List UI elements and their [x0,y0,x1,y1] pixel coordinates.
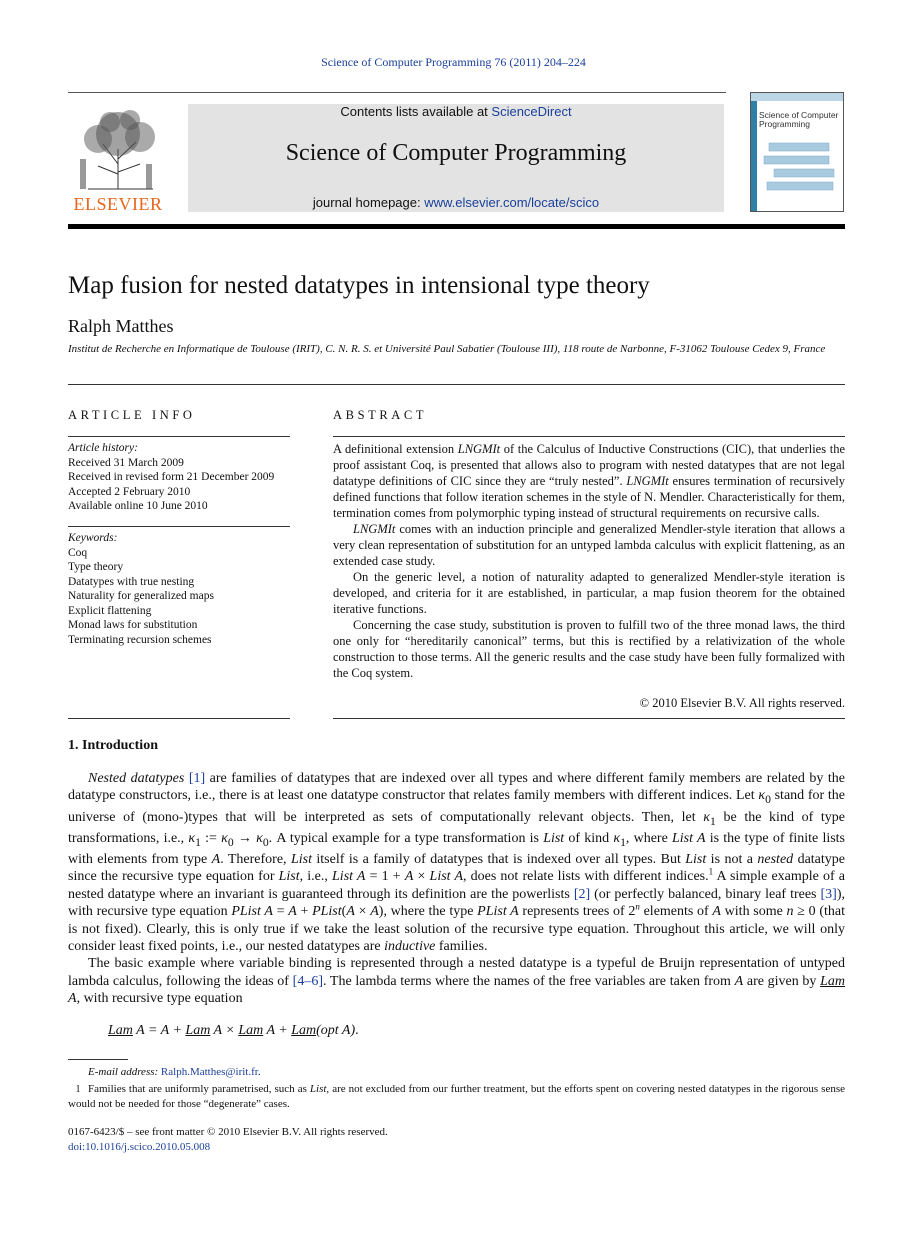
sciencedirect-link[interactable]: ScienceDirect [491,104,572,119]
header-rule [68,92,726,93]
journal-cover-thumbnail[interactable] [750,92,844,212]
cover-title: Science of Computer Programming [759,110,839,129]
footnote-rule [68,1059,128,1060]
cover-top-strip [751,93,843,101]
history-item: Accepted 2 February 2010 [68,485,191,498]
author-name: Ralph Matthes [68,316,174,336]
footnote-marker[interactable]: 1 [708,866,714,877]
keyword: Terminating recursion schemes [68,633,212,646]
abstract-paragraph: On the generic level, a notion of naturality adapted to generalized Mendler-style iteration is developed, and criteria for it are established, in particular, a map fusion theorem for the obtained iterative functions. [333,570,845,616]
article-title: Map fusion for nested datatypes in intensional type theory [68,272,650,299]
article-history [68,441,274,514]
footnote-number: 1 [75,1084,81,1095]
abstract-paragraph: LNGMIt comes with an induction principle and generalized Mendler-style iteration that allows a very clean representation of substitution for an untyped lambda calculus with explicit flattening, as an extended case study. [333,522,845,568]
abstract-copyright: © 2010 Elsevier B.V. All rights reserved. [639,696,845,710]
reference-link[interactable]: [4–6] [292,973,323,989]
keyword: Datatypes with true nesting [68,575,195,588]
elsevier-logo[interactable] [68,104,168,214]
keyword: Naturality for generalized maps [68,590,214,602]
homepage-line [188,195,724,210]
email-link[interactable]: Ralph.Matthes@irit.fr [160,1066,258,1078]
footnote-1: 1 Families that are uniformly parametrised, such as List, are not excluded from our further treatment, but the efforts spent on covering nested datatypes in the rigorous sense would not be needed for those “degenerate” cases. [68,1083,846,1110]
doi-link[interactable]: doi:10.1016/j.scico.2010.05.008 [68,1141,211,1153]
keywords-list [68,531,214,647]
abstract-paragraph: Concerning the case study, substitution is proven to fulfill two of the three monad laws, the third one only for “hereditarily canonical” terms, but this is rectified by a relativization of the whole construction to those terms. All the generic results and the case study have been fully formalized with the Coq system. [333,618,845,680]
history-item: Available online 10 June 2010 [68,500,208,512]
body-paragraph: Nested datatypes [1] are families of datatypes that are indexed over all types and where different family members are related by the datatype constructors, i.e., there is at least one datatype constructor that relates family members with different indices. Let $\kappa_0$ stand for the universe of (mono-)types that will be interpreted as sets of computationally relevant objects. Then, let $\kappa_1$ be the kind of type transformations, i.e., $\kappa_1$ := $\kappa_0 \to \kappa_0$. A typical example for a type transformation is List of kind $\kappa_1$, where List A is the type of finite lists with elements from type A. Therefore, List itself is a family of datatypes that is indexed over all types. But List is not a nested datatype since the recursive type equation for List, i.e., List A = 1 + A × List A, does not relate lists with different indices.$^1$ A simple example of a nested datatype where an invariant is guaranteed through its definition are the powerlists [2] (or perfectly balanced, binary leaf trees [3]), with recursive type equation PList A = A + PList(A × A), where the type PList A represents trees of 2$^n$ elements of A with some n ≥ 0 (that is not fixed). Clearly, this is only true if we take the least solution of the recursive type equation. Throughout this article, we will only consider least fixed points, i.e., our nested datatypes are inductive families. [68,771,846,955]
reference-link[interactable]: [1] [188,771,206,786]
journal-citation[interactable]: Science of Computer Programming 76 (2011) 204–224 [321,55,586,69]
homepage-link[interactable]: www.elsevier.com/locate/scico [424,195,600,210]
contents-line [188,104,724,119]
introduction-body [68,770,845,1008]
abstract-heading: ABSTRACT [333,408,428,422]
display-equation: Lam A = A + Lam A × Lam A + Lam(opt A). [108,1023,359,1038]
keyword: Type theory [68,561,124,573]
cover-graphic-icon [759,138,843,198]
email-footnote: E-mail address: Ralph.Matthes@irit.fr. [88,1066,261,1078]
article-info-heading: ARTICLE INFO [68,408,196,422]
cover-side-bar [751,101,757,212]
divider [333,718,845,719]
history-label: Article history: [68,442,138,454]
contents-prefix: Contents lists available at [340,104,492,119]
body-paragraph: The basic example where variable binding is represented through a nested datatype is a typeful de Bruijn representation of untyped lambda calculus, following the ideas of [4–6]. The lambda terms where the names of the free variables are taken from A are given by Lam A, with recursive type equation [68,956,846,1007]
header-thick-rule [68,224,845,229]
reference-link[interactable]: [2] [573,886,591,902]
keywords-label: Keywords: [68,532,118,544]
reference-link[interactable]: [3] [820,886,837,902]
abstract-body [333,441,845,681]
author-affiliation: Institut de Recherche en Informatique de Toulouse (IRIT), C. N. R. S. et Université Paul Sabatier (Toulouse III), 118 route de Narbonne, F-31062 Toulouse Cedex 9, France [68,343,826,355]
email-label: E-mail address: [88,1066,159,1078]
keyword: Coq [68,546,88,559]
divider [68,436,290,437]
abstract-paragraph: A definitional extension LNGMIt of the Calculus of Inductive Constructions (CIC), that underlies the proof assistant Coq, is presented that allows also to program with nested datatypes that are not legal datatype definitions of CIC since they are “truly nested”. LNGMIt ensures termination of recursively defined functions that follow iteration schemes in the style of N. Mendler. Characteristically for them, termination comes from polymorphic typing instead of structural requirements on recursive calls. [333,442,845,520]
homepage-prefix: journal homepage: [312,195,425,210]
journal-title: Science of Computer Programming [285,140,627,166]
elsevier-wordmark: ELSEVIER [73,194,163,214]
divider [68,526,290,527]
section-heading-introduction: 1. Introduction [68,738,158,753]
keyword: Explicit flattening [68,604,152,617]
divider [68,384,845,385]
issn-line: 0167-6423/$ – see front matter © 2010 Elsevier B.V. All rights reserved. [68,1126,388,1138]
history-item: Received in revised form 21 December 2009 [68,471,275,483]
keyword: Monad laws for substitution [68,619,198,631]
divider [68,718,290,719]
divider [333,436,845,437]
history-item: Received 31 March 2009 [68,456,184,469]
